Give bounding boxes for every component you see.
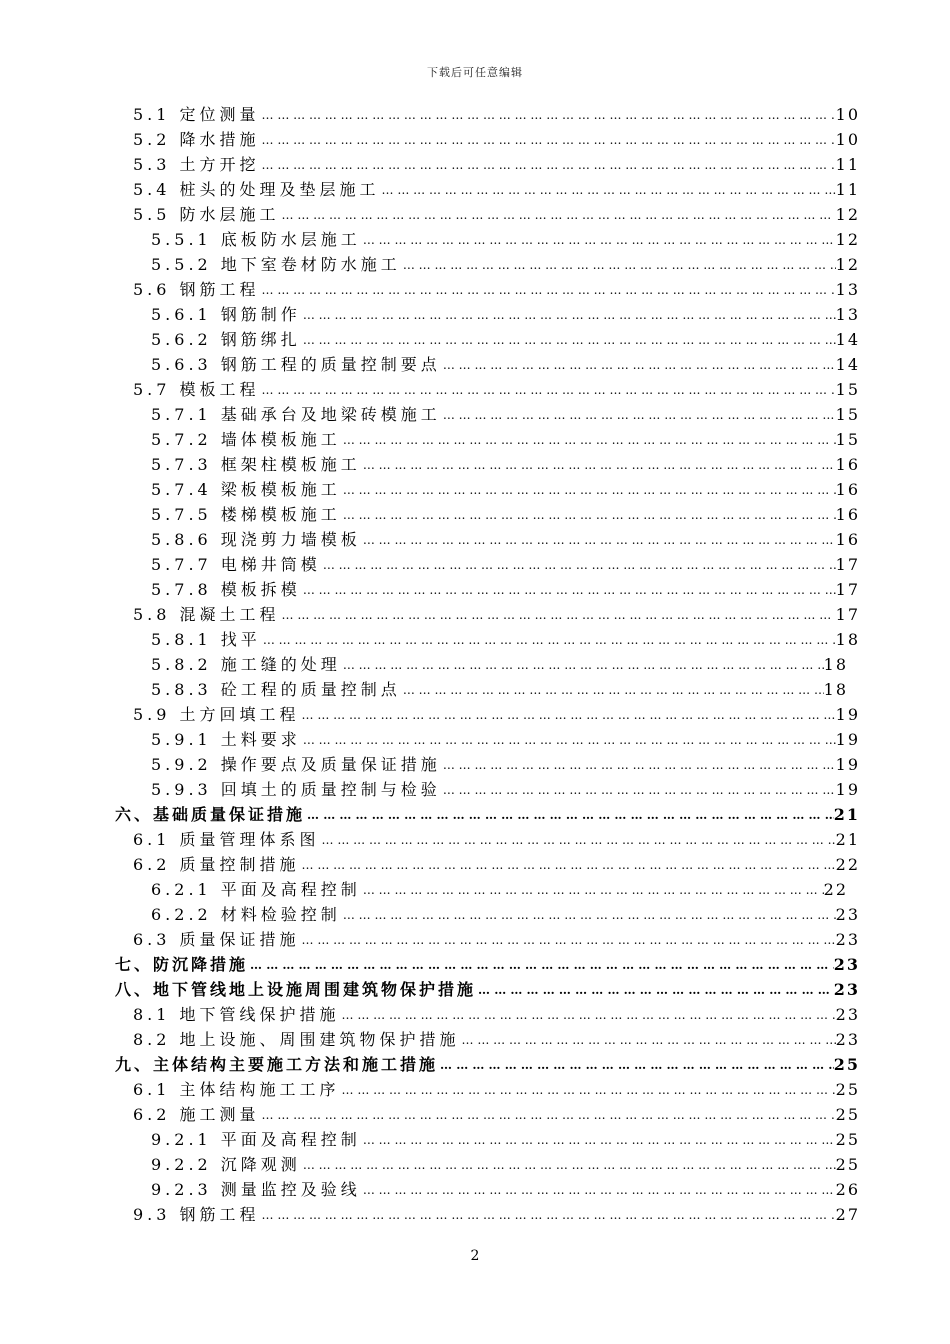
toc-entry[interactable] [151, 400, 860, 424]
toc-entry-page: 16 [835, 505, 860, 524]
toc-entry-page: 25 [835, 1105, 860, 1124]
toc-entry[interactable] [133, 150, 860, 174]
toc-entry[interactable] [151, 350, 860, 374]
toc-leader [361, 531, 836, 549]
toc-entry-page: 23 [833, 980, 860, 999]
toc-entry[interactable] [133, 1100, 860, 1124]
toc-entry-page: 14 [835, 355, 860, 374]
toc-entry[interactable] [151, 775, 860, 799]
toc-entry-title: 5.7.1 基础承台及地梁砖模施工 [151, 405, 441, 424]
toc-entry[interactable] [133, 825, 860, 849]
toc-leader [441, 756, 836, 774]
page-header: 下载后可任意编辑 [427, 66, 523, 79]
toc-entry[interactable] [151, 575, 860, 599]
toc-entry-page: 23 [835, 930, 860, 949]
toc-leader [300, 856, 836, 874]
toc-entry-page: 10 [835, 105, 860, 124]
toc-leader [441, 781, 836, 799]
toc-entry-title: 5.7.5 楼梯模板施工 [151, 505, 341, 524]
toc-entry-page: 27 [835, 1205, 860, 1224]
toc-entry-title: 6.3 质量保证措施 [133, 930, 300, 949]
toc-entry[interactable] [151, 675, 848, 699]
toc-entry[interactable] [133, 375, 860, 399]
toc-leader [341, 481, 836, 499]
toc-entry-title: 七、防沉降措施 [115, 955, 249, 974]
toc-leader [341, 656, 824, 674]
toc-entry-page: 19 [835, 755, 860, 774]
toc-entry-page: 15 [835, 430, 860, 449]
toc-leader [260, 1106, 836, 1124]
toc-entry-title: 5.8 混凝土工程 [133, 605, 280, 624]
toc-entry-page: 25 [835, 1080, 860, 1099]
toc-leader [476, 981, 834, 999]
toc-entry[interactable] [151, 1175, 860, 1199]
toc-entry-title: 5.7.4 梁板模板施工 [151, 480, 341, 499]
toc-entry[interactable] [133, 850, 860, 874]
toc-entry-page: 19 [835, 780, 860, 799]
toc-entry[interactable] [151, 750, 860, 774]
toc-entry-title: 6.1 主体结构施工工序 [133, 1080, 340, 1099]
toc-entry[interactable] [151, 425, 860, 449]
toc-leader [341, 506, 836, 524]
toc-entry[interactable] [151, 225, 860, 249]
toc-entry-page: 22 [823, 880, 848, 899]
toc-leader [260, 1206, 836, 1224]
toc-entry-title: 5.5.1 底板防水层施工 [151, 230, 361, 249]
toc-leader [361, 1131, 836, 1149]
toc-entry[interactable] [151, 300, 860, 324]
toc-entry[interactable] [151, 525, 860, 549]
toc-entry-title: 5.7.3 框架柱模板施工 [151, 455, 361, 474]
toc-entry-title: 5.4 桩头的处理及垫层施工 [133, 180, 380, 199]
toc-leader [340, 1006, 836, 1024]
toc-leader [280, 606, 836, 624]
toc-leader [280, 206, 836, 224]
toc-entry-title: 6.2.2 材料检验控制 [151, 905, 341, 924]
toc-entry-title: 6.2 质量控制措施 [133, 855, 300, 874]
toc-entry[interactable] [151, 650, 848, 674]
toc-entry-page: 18 [823, 655, 848, 674]
toc-leader [260, 131, 836, 149]
toc-chapter-entry[interactable] [115, 1050, 860, 1074]
toc-leader [341, 431, 836, 449]
toc-entry[interactable] [151, 1150, 860, 1174]
toc-leader [460, 1031, 836, 1049]
toc-entry-page: 13 [835, 305, 860, 324]
toc-entry-page: 14 [835, 330, 860, 349]
toc-leader [300, 931, 836, 949]
toc-entry-title: 8.1 地下管线保护措施 [133, 1005, 340, 1024]
toc-entry[interactable] [151, 725, 860, 749]
toc-leader [361, 456, 836, 474]
toc-entry-page: 11 [835, 180, 860, 199]
toc-leader [260, 106, 836, 124]
page-number: 2 [470, 1248, 480, 1264]
toc-entry-title: 5.7.8 模板拆模 [151, 580, 301, 599]
toc-leader [438, 1056, 834, 1074]
toc-entry-page: 21 [835, 830, 860, 849]
toc-leader [260, 381, 836, 399]
toc-entry[interactable] [133, 925, 860, 949]
toc-leader [300, 706, 836, 724]
toc-entry-page: 21 [833, 805, 860, 824]
toc-leader [380, 181, 836, 199]
toc-leader [301, 581, 836, 599]
toc-entry-page: 17 [835, 555, 860, 574]
toc-entry[interactable] [133, 1075, 860, 1099]
toc-entry-page: 25 [833, 1055, 860, 1074]
toc-entry-title: 5.7.2 墙体模板施工 [151, 430, 341, 449]
toc-entry-title: 9.2.3 测量监控及验线 [151, 1180, 361, 1199]
toc-entry-page: 11 [835, 155, 860, 174]
toc-entry-page: 17 [835, 580, 860, 599]
toc-leader [301, 1156, 836, 1174]
toc-entry-page: 12 [835, 230, 860, 249]
toc-leader [321, 556, 836, 574]
toc-entry-title: 5.6.2 钢筋绑扎 [151, 330, 301, 349]
toc-leader [260, 281, 836, 299]
toc-entry[interactable] [133, 175, 860, 199]
toc-entry-title: 6.1 质量管理体系图 [133, 830, 320, 849]
toc-chapter-entry[interactable] [115, 975, 860, 999]
toc-entry-page: 10 [835, 130, 860, 149]
toc-entry[interactable] [151, 900, 860, 924]
toc-entry-page: 19 [835, 705, 860, 724]
toc-entry-title: 5.7 模板工程 [133, 380, 260, 399]
toc-entry[interactable] [133, 275, 860, 299]
toc-entry-page: 22 [835, 855, 860, 874]
toc-entry-title: 5.5 防水层施工 [133, 205, 280, 224]
toc-entry[interactable] [133, 100, 860, 124]
toc-entry-page: 23 [835, 1030, 860, 1049]
toc-leader [341, 906, 836, 924]
toc-entry[interactable] [151, 325, 860, 349]
toc-entry[interactable] [133, 1025, 860, 1049]
toc-leader [401, 256, 836, 274]
toc-entry-page: 15 [835, 380, 860, 399]
toc-entry-title: 6.2 施工测量 [133, 1105, 260, 1124]
toc-entry-title: 5.8.3 砼工程的质量控制点 [151, 680, 401, 699]
toc-entry-page: 16 [835, 480, 860, 499]
toc-leader [301, 331, 836, 349]
toc-leader [441, 406, 836, 424]
toc-entry[interactable] [151, 1125, 860, 1149]
toc-entry-title: 八、地下管线地上设施周围建筑物保护措施 [115, 980, 477, 999]
toc-entry[interactable] [133, 600, 860, 624]
toc-entry-title: 5.6 钢筋工程 [133, 280, 260, 299]
toc-entry[interactable] [133, 1000, 860, 1024]
toc-entry-title: 5.9.3 回填土的质量控制与检验 [151, 780, 441, 799]
toc-entry[interactable] [151, 250, 860, 274]
toc-leader [401, 681, 824, 699]
toc-entry-title: 5.7.7 电梯井筒模 [151, 555, 321, 574]
toc-entry-page: 16 [835, 455, 860, 474]
toc-entry[interactable] [133, 200, 860, 224]
toc-entry[interactable] [151, 550, 860, 574]
toc-leader [361, 231, 836, 249]
toc-entry-title: 九、主体结构主要施工方法和施工措施 [115, 1055, 439, 1074]
toc-leader [361, 881, 824, 899]
toc-leader [305, 806, 834, 824]
toc-entry[interactable] [151, 875, 848, 899]
toc-entry-page: 17 [835, 605, 860, 624]
toc-chapter-entry[interactable] [115, 800, 860, 824]
toc-entry-page: 23 [835, 1005, 860, 1024]
toc-entry-title: 5.6.3 钢筋工程的质量控制要点 [151, 355, 441, 374]
toc-entry[interactable] [151, 450, 860, 474]
toc-leader [260, 156, 836, 174]
toc-entry-page: 18 [835, 630, 860, 649]
toc-entry-title: 5.9.1 土料要求 [151, 730, 301, 749]
toc-entry-page: 23 [835, 905, 860, 924]
toc-leader [340, 1081, 836, 1099]
toc-entry-title: 5.9 土方回填工程 [133, 705, 300, 724]
toc-entry-title: 5.2 降水措施 [133, 130, 260, 149]
toc-leader [320, 831, 836, 849]
toc-entry[interactable] [133, 1200, 860, 1224]
toc-entry[interactable] [151, 475, 860, 499]
toc-entry-title: 6.2.1 平面及高程控制 [151, 880, 361, 899]
toc-entry-page: 23 [833, 955, 860, 974]
toc-entry-page: 26 [835, 1180, 860, 1199]
toc-entry[interactable] [133, 125, 860, 149]
toc-entry-page: 16 [835, 530, 860, 549]
toc-leader [248, 956, 834, 974]
toc-entry-title: 5.6.1 钢筋制作 [151, 305, 301, 324]
toc-entry[interactable] [133, 700, 860, 724]
toc-entry-page: 12 [835, 255, 860, 274]
toc-entry-page: 19 [835, 730, 860, 749]
toc-leader [361, 1181, 836, 1199]
toc-leader [301, 306, 836, 324]
toc-entry-title: 5.3 土方开挖 [133, 155, 260, 174]
toc-entry-title: 六、基础质量保证措施 [115, 805, 306, 824]
toc-entry-page: 12 [835, 205, 860, 224]
toc-entry-page: 18 [823, 680, 848, 699]
toc-entry-page: 25 [835, 1130, 860, 1149]
toc-entry-title: 9.2.2 沉降观测 [151, 1155, 301, 1174]
toc-entry-title: 5.9.2 操作要点及质量保证措施 [151, 755, 441, 774]
toc-leader [301, 731, 836, 749]
toc-entry-page: 25 [835, 1155, 860, 1174]
toc-entry-title: 5.8.6 现浇剪力墙模板 [151, 530, 361, 549]
toc-chapter-entry[interactable] [115, 950, 860, 974]
toc-entry-title: 5.8.1 找平 [151, 630, 261, 649]
toc-entry-title: 5.5.2 地下室卷材防水施工 [151, 255, 401, 274]
toc-entry-title: 5.1 定位测量 [133, 105, 260, 124]
toc-entry-title: 5.8.2 施工缝的处理 [151, 655, 341, 674]
toc-entry-title: 9.3 钢筋工程 [133, 1205, 260, 1224]
toc-leader [441, 356, 836, 374]
toc-entry-title: 9.2.1 平面及高程控制 [151, 1130, 361, 1149]
toc-entry-page: 15 [835, 405, 860, 424]
toc-entry-page: 13 [835, 280, 860, 299]
toc-entry[interactable] [151, 500, 860, 524]
toc-entry-title: 8.2 地上设施、周围建筑物保护措施 [133, 1030, 460, 1049]
toc-leader [261, 631, 836, 649]
toc-entry[interactable] [151, 625, 860, 649]
